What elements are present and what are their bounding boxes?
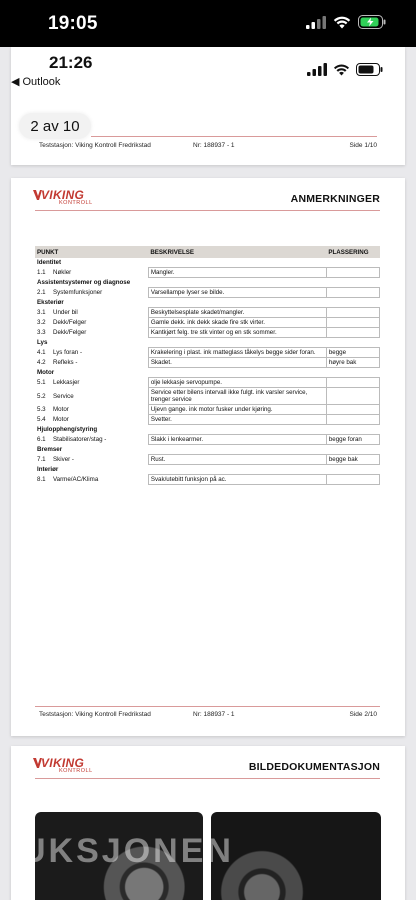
row-plassering: [326, 308, 379, 318]
section-heading: Eksteriør: [37, 299, 64, 306]
viking-kontroll-logo: [33, 188, 97, 208]
table-row: [35, 378, 380, 388]
row-beskrivelse: olje lekkasje servopumpe.: [148, 378, 326, 388]
table-section-row: [35, 338, 380, 348]
divider-line: [91, 136, 377, 137]
row-plassering: begge: [326, 348, 379, 358]
remarks-table-body: [35, 258, 380, 485]
footer-page: Side 2/10: [349, 711, 377, 718]
row-number: 4.1: [37, 349, 46, 356]
section-heading: Lys: [37, 339, 48, 346]
logo-text: VIKING: [41, 188, 85, 202]
row-punkt: Lys foran -: [53, 349, 83, 356]
column-header-plassering: PLASSERING: [326, 246, 379, 258]
row-number: 3.2: [37, 319, 46, 326]
back-triangle-icon: ◀: [11, 76, 20, 88]
table-row: [35, 455, 380, 465]
row-plassering: [326, 415, 379, 425]
status-icons: [306, 15, 386, 29]
table-section-row: [35, 278, 380, 288]
row-beskrivelse: Krakelering i plast. ink matteglass tåkelys begge sider foran.: [148, 348, 326, 358]
header-divider: [35, 778, 380, 779]
row-beskrivelse: Rust.: [148, 455, 326, 465]
row-punkt: Under bil: [53, 309, 78, 316]
row-beskrivelse: Slakk i lenkearmer.: [148, 435, 326, 445]
row-beskrivelse: Svak/utebitt funksjon på ac.: [148, 475, 326, 485]
footer-number: Nr: 188937 - 1: [193, 142, 235, 149]
page-indicator: 2 av 10: [19, 113, 91, 139]
document-page-2: [11, 178, 405, 736]
row-punkt: Lekkasjer: [53, 379, 80, 386]
row-punkt: Dekk/Felger: [53, 329, 87, 336]
page-title: ANMERKNINGER: [290, 193, 380, 205]
row-plassering: [326, 318, 379, 328]
section-heading: Assistentsystemer og diagnose: [37, 279, 131, 286]
wifi-icon: [333, 16, 351, 29]
embedded-status-icons: [307, 63, 383, 76]
row-plassering: [326, 475, 379, 485]
row-number: 5.3: [37, 406, 46, 413]
section-heading: Hjuloppheng/styring: [37, 426, 98, 433]
row-plassering: begge foran: [326, 435, 379, 445]
row-plassering: [326, 328, 379, 338]
row-punkt: Dekk/Felger: [53, 319, 87, 326]
row-number: 5.4: [37, 416, 46, 423]
table-row: [35, 435, 380, 445]
column-header-beskrivelse: BESKRIVELSE: [148, 246, 326, 258]
table-row: [35, 348, 380, 358]
row-plassering: [326, 378, 379, 388]
row-punkt: Motor: [53, 416, 69, 423]
row-beskrivelse: Skadet.: [148, 358, 326, 368]
row-beskrivelse: Varsellampe lyser se bilde.: [148, 288, 326, 298]
row-number: 7.1: [37, 456, 46, 463]
table-row: [35, 318, 380, 328]
row-plassering: høyre bak: [326, 358, 379, 368]
footer-station: Teststasjon: Viking Kontroll Fredrikstad: [39, 711, 151, 718]
row-punkt: Refleks -: [53, 359, 78, 366]
row-punkt: Systemfunksjoner: [53, 289, 103, 296]
table-section-row: [35, 425, 380, 435]
remarks-table: [35, 246, 380, 485]
table-row: [35, 308, 380, 318]
footer-station: Teststasjon: Viking Kontroll Fredrikstad: [39, 142, 151, 149]
row-beskrivelse: Gamle dekk. ink dekk skade fire stk virter.: [148, 318, 326, 328]
row-punkt: Skiver -: [53, 456, 74, 463]
row-plassering: [326, 405, 379, 415]
logo-subtext: KONTROLL: [59, 768, 93, 774]
row-number: 3.1: [37, 309, 46, 316]
row-plassering: [326, 388, 379, 405]
row-plassering: begge bak: [326, 455, 379, 465]
row-number: 5.2: [37, 392, 46, 400]
footer-divider: [35, 706, 380, 707]
dashboard-photo-2: [211, 812, 381, 900]
section-heading: Motor: [37, 369, 55, 376]
row-beskrivelse: Kantkjørt felg. tre stk vinter og en stk sommer.: [148, 328, 326, 338]
document-page-1: [11, 47, 405, 165]
row-punkt: Stabilisatorer/stag -: [53, 436, 107, 443]
wifi-icon: [333, 64, 350, 76]
section-heading: Bremser: [37, 446, 63, 453]
row-number: 2.1: [37, 289, 46, 296]
table-row: [35, 405, 380, 415]
table-row: [35, 388, 380, 405]
section-heading: Interiør: [37, 466, 59, 473]
document-page-3: [11, 746, 405, 900]
logo-subtext: KONTROLL: [59, 200, 93, 206]
row-number: 4.2: [37, 359, 46, 366]
row-beskrivelse: Ujevn gange. ink motor fusker under kjøring.: [148, 405, 326, 415]
status-bar: [0, 0, 416, 47]
row-number: 6.1: [37, 436, 46, 443]
table-section-row: [35, 298, 380, 308]
row-punkt: Service: [53, 392, 74, 400]
row-beskrivelse: Beskyttelsesplate skadet/mangler.: [148, 308, 326, 318]
row-punkt: Nøkler: [53, 269, 72, 276]
table-section-row: [35, 445, 380, 455]
battery-icon: [356, 63, 383, 76]
row-number: 5.1: [37, 379, 46, 386]
table-row: [35, 475, 380, 485]
column-header-punkt: PUNKT: [35, 246, 148, 258]
row-number: 1.1: [37, 269, 46, 276]
row-beskrivelse: Mangler.: [148, 268, 326, 278]
status-time: 19:05: [48, 13, 98, 34]
watermark-text: UKSJONEN: [21, 832, 234, 870]
table-row: [35, 415, 380, 425]
header-divider: [35, 210, 380, 211]
table-row: [35, 288, 380, 298]
row-beskrivelse: Service etter bilens intervall ikke fulgt. ink varsler service, trenger service: [148, 388, 326, 405]
table-row: [35, 358, 380, 368]
logo-text: VIKING: [41, 756, 85, 770]
row-number: 3.3: [37, 329, 46, 336]
table-row: [35, 328, 380, 338]
table-section-row: [35, 368, 380, 378]
footer-page: Side 1/10: [349, 142, 377, 149]
back-link-label: Outlook: [22, 75, 61, 88]
back-to-outlook-link[interactable]: [11, 75, 60, 88]
table-header-row: [35, 246, 380, 258]
table-section-row: [35, 465, 380, 475]
embedded-status-time: 21:26: [49, 53, 93, 72]
row-punkt: Varme/AC/Klima: [53, 476, 99, 483]
page-title: BILDEDOKUMENTASJON: [248, 761, 380, 773]
battery-charging-icon: [358, 15, 386, 29]
viking-kontroll-logo: [33, 756, 97, 776]
table-section-row: [35, 258, 380, 268]
cellular-signal-icon: [307, 63, 327, 76]
cellular-signal-icon: [306, 16, 326, 29]
row-number: 8.1: [37, 476, 46, 483]
row-plassering: [326, 268, 379, 278]
footer-number: Nr: 188937 - 1: [193, 711, 235, 718]
section-heading: Identitet: [37, 259, 62, 266]
row-beskrivelse: Svetter.: [148, 415, 326, 425]
row-punkt: Motor: [53, 406, 69, 413]
row-plassering: [326, 288, 379, 298]
table-row: [35, 268, 380, 278]
